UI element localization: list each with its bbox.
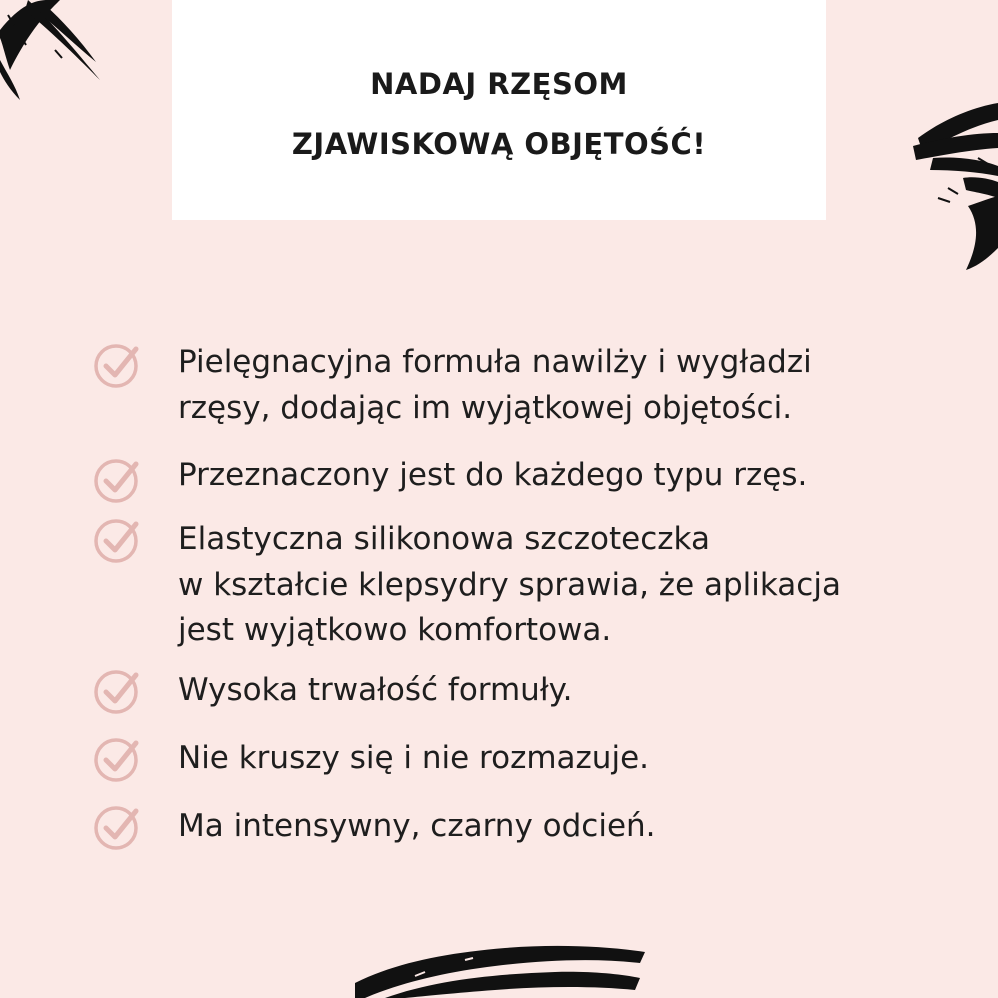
title-line-1: NADAJ RZĘSOM bbox=[370, 67, 628, 101]
brush-stroke-bottom bbox=[355, 938, 645, 998]
benefit-text: Wysoka trwałość formuły. bbox=[178, 672, 573, 708]
benefit-text: Pielęgnacyjna formuła nawilży i wygładzi rzęsy, dodając im wyjątkowej objętości. bbox=[178, 344, 812, 426]
check-circle-icon bbox=[92, 734, 142, 784]
benefit-item bbox=[92, 517, 952, 668]
benefit-item bbox=[92, 453, 952, 517]
check-circle-icon bbox=[92, 666, 142, 716]
title-line-2: ZJAWISKOWĄ OBJĘTOŚĆ! bbox=[291, 127, 707, 161]
check-circle-icon bbox=[92, 455, 142, 505]
benefit-item bbox=[92, 668, 952, 736]
benefit-item bbox=[92, 736, 952, 804]
check-circle-icon bbox=[92, 515, 142, 565]
check-circle-icon bbox=[92, 802, 142, 852]
title-box bbox=[172, 0, 826, 220]
benefits-list bbox=[92, 340, 952, 872]
benefit-item bbox=[92, 804, 952, 872]
brush-stroke-right bbox=[908, 98, 998, 273]
benefit-text: Ma intensywny, czarny odcień. bbox=[178, 808, 656, 844]
benefit-text: Nie kruszy się i nie rozmazuje. bbox=[178, 740, 649, 776]
brush-stroke-top-left bbox=[0, 0, 110, 110]
benefit-text: Elastyczna silikonowa szczoteczka w kształcie klepsydry sprawia, że aplikacja jest wyjątkowo komfortowa. bbox=[178, 521, 841, 648]
benefit-item bbox=[92, 340, 952, 453]
check-circle-icon bbox=[92, 340, 142, 390]
benefit-text: Przeznaczony jest do każdego typu rzęs. bbox=[178, 457, 808, 493]
